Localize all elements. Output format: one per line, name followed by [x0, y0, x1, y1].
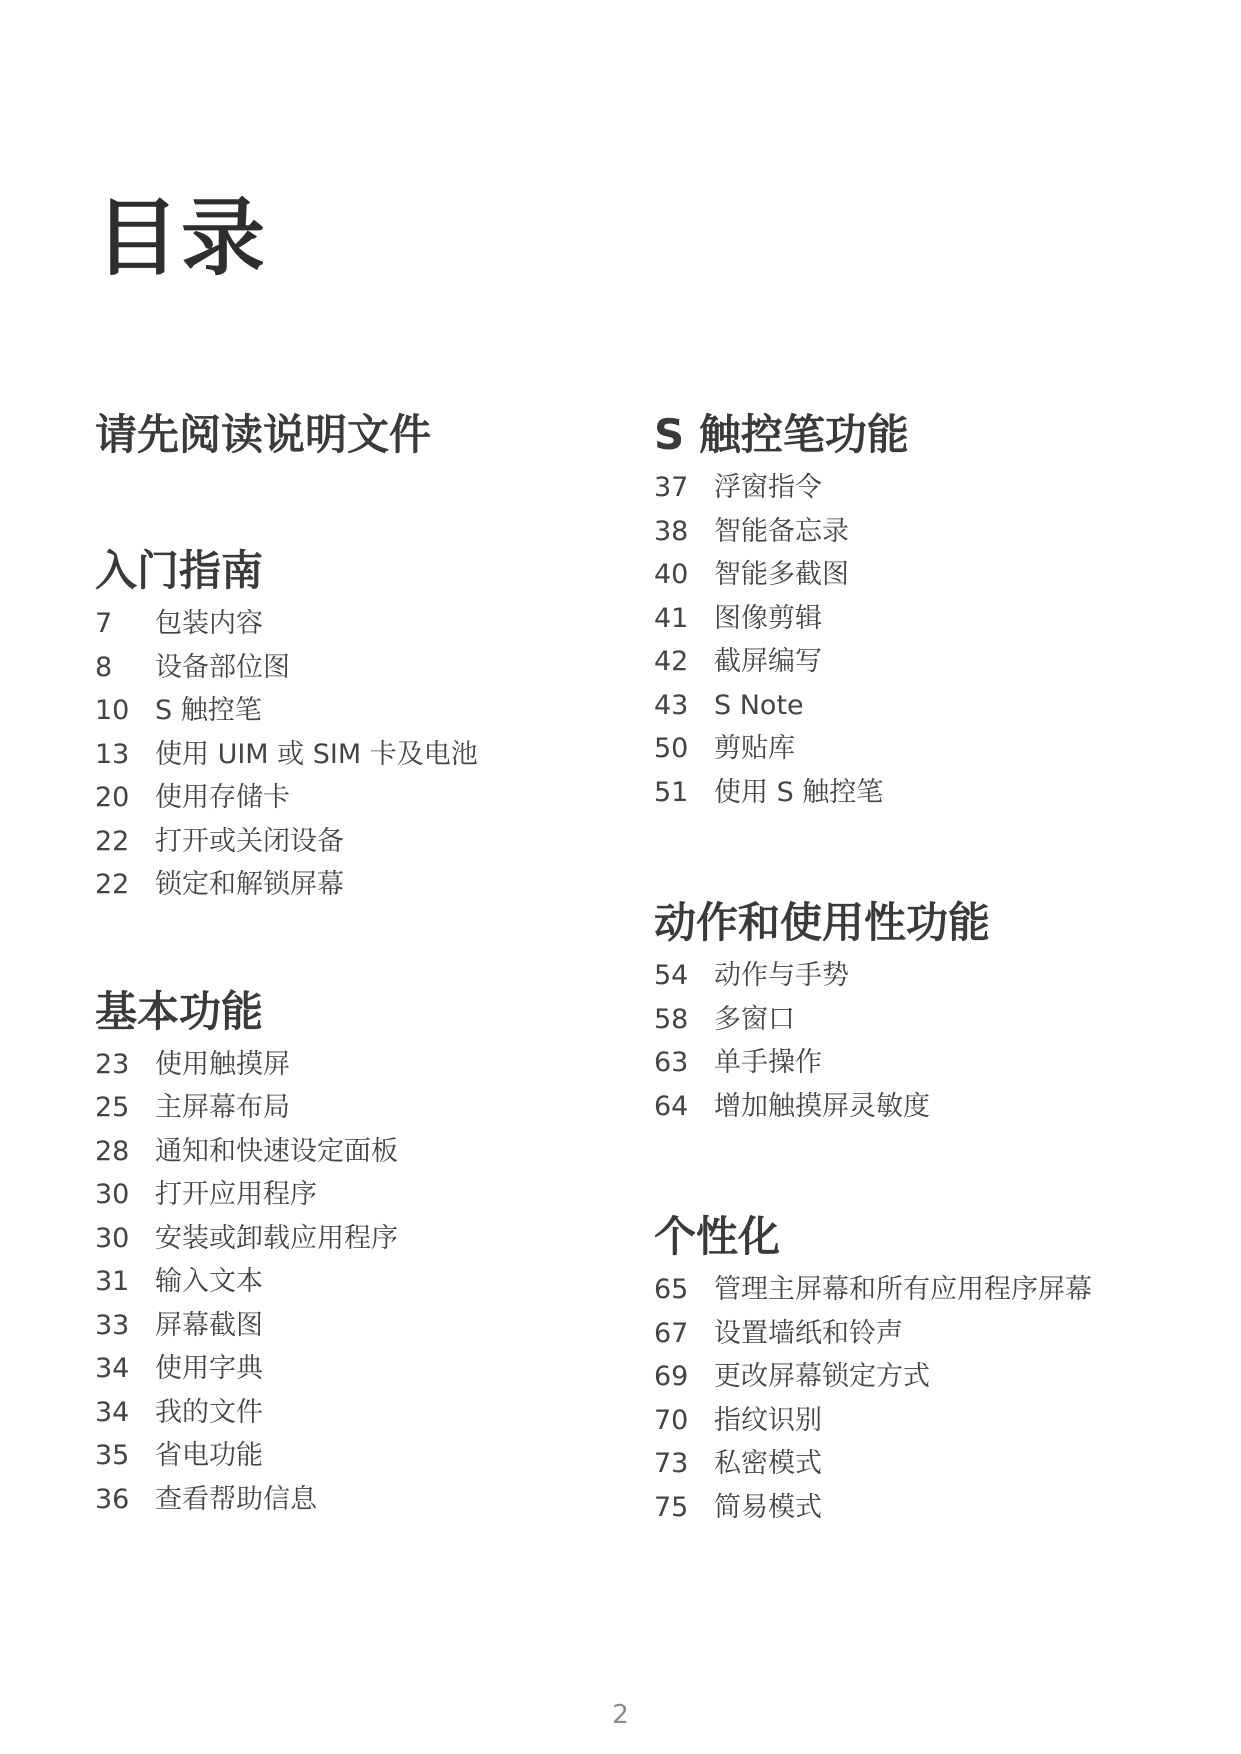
entry-label: 管理主屏幕和所有应用程序屏幕	[714, 1274, 1092, 1305]
entry-page-number: 23	[95, 1048, 130, 1080]
toc-entry[interactable]	[95, 1304, 615, 1348]
toc-entry[interactable]	[654, 1312, 1174, 1356]
entry-label: 使用字典	[155, 1353, 263, 1384]
entry-page-number: 67	[654, 1317, 689, 1349]
entry-label: 私密模式	[714, 1448, 822, 1479]
entry-label: 屏幕截图	[155, 1309, 263, 1341]
toc-entry[interactable]	[654, 998, 1174, 1042]
toc-entry[interactable]	[654, 771, 1174, 815]
toc-entry[interactable]	[95, 1043, 615, 1087]
entry-page-number: 50	[654, 733, 689, 764]
entry-page-number: 42	[654, 646, 689, 677]
toc-section	[95, 540, 615, 907]
entry-label: 动作与手势	[714, 960, 849, 991]
toc-entry-list	[95, 602, 615, 907]
toc-entry[interactable]	[95, 733, 615, 777]
entry-label: 使用触摸屏	[155, 1048, 290, 1080]
entry-page-number: 69	[654, 1361, 689, 1392]
entry-label: 查看帮助信息	[155, 1483, 317, 1515]
toc-entry[interactable]	[654, 954, 1174, 998]
entry-page-number: 33	[95, 1309, 130, 1341]
entry-label: 使用 UIM 或 SIM 卡及电池	[155, 738, 478, 770]
toc-entry[interactable]	[95, 1130, 615, 1174]
entry-page-number: 34	[95, 1396, 130, 1428]
entry-label: 智能备忘录	[714, 515, 849, 547]
section-title[interactable]: 入门指南	[95, 546, 264, 595]
entry-label: 使用存储卡	[155, 782, 290, 813]
entry-page-number: 36	[95, 1483, 130, 1515]
entry-label: 更改屏幕锁定方式	[714, 1361, 930, 1392]
toc-entry[interactable]	[654, 1399, 1174, 1443]
entry-page-number: 8	[95, 651, 113, 683]
toc-entry[interactable]	[654, 1442, 1174, 1486]
entry-label: 打开或关闭设备	[155, 825, 344, 857]
section-title[interactable]: 请先阅读说明文件	[95, 410, 432, 459]
entry-label: 智能多截图	[714, 559, 849, 590]
entry-page-number: 13	[95, 738, 130, 770]
entry-label: 安装或卸载应用程序	[155, 1222, 398, 1254]
toc-entry-list	[654, 954, 1174, 1128]
toc-entry-list	[95, 1043, 615, 1522]
toc-left-column	[95, 404, 615, 1521]
toc-entry[interactable]	[95, 602, 615, 646]
toc-entry[interactable]	[95, 1434, 615, 1478]
entry-page-number: 64	[654, 1090, 689, 1122]
entry-label: 通知和快速设定面板	[155, 1135, 398, 1167]
entry-page-number: 20	[95, 782, 130, 813]
toc-entry[interactable]	[654, 1268, 1174, 1312]
entry-label: 锁定和解锁屏幕	[155, 869, 344, 900]
toc-entry[interactable]	[654, 1355, 1174, 1399]
toc-section	[654, 892, 1174, 1128]
section-title[interactable]: 个性化	[654, 1212, 781, 1261]
entry-label: S 触控笔	[155, 695, 262, 726]
entry-page-number: 63	[654, 1047, 689, 1078]
entry-label: 截屏编写	[714, 646, 822, 677]
toc-entry-list	[654, 466, 1174, 814]
entry-page-number: 30	[95, 1179, 130, 1210]
page-title: 目录	[95, 189, 268, 288]
section-title[interactable]: 基本功能	[95, 986, 264, 1036]
toc-entry[interactable]	[654, 597, 1174, 641]
entry-page-number: 73	[654, 1448, 689, 1479]
toc-entry[interactable]	[95, 1217, 615, 1261]
entry-page-number: 34	[95, 1353, 130, 1384]
entry-page-number: 51	[654, 776, 689, 808]
section-title[interactable]: S 触控笔功能	[654, 410, 909, 459]
toc-section	[654, 1206, 1174, 1529]
toc-entry[interactable]	[95, 1347, 615, 1391]
entry-page-number: 70	[654, 1404, 689, 1436]
toc-section	[95, 404, 615, 466]
toc-entry[interactable]	[654, 1085, 1174, 1129]
toc-entry[interactable]	[95, 646, 615, 690]
toc-entry[interactable]	[95, 863, 615, 907]
entry-label: 省电功能	[155, 1440, 263, 1471]
toc-section	[95, 981, 615, 1522]
entry-page-number: 35	[95, 1440, 130, 1471]
entry-page-number: 31	[95, 1266, 130, 1297]
entry-label: 剪贴库	[714, 733, 795, 764]
toc-entry[interactable]	[654, 1486, 1174, 1530]
toc-entry[interactable]	[654, 640, 1174, 684]
entry-label: S Note	[714, 689, 804, 721]
entry-page-number: 38	[654, 515, 689, 547]
toc-section	[654, 404, 1174, 814]
entry-page-number: 54	[654, 960, 689, 991]
entry-page-number: 25	[95, 1092, 130, 1123]
entry-label: 使用 S 触控笔	[714, 776, 884, 808]
entry-label: 浮窗指令	[714, 472, 822, 503]
entry-page-number: 22	[95, 825, 130, 857]
toc-entry[interactable]	[95, 1260, 615, 1304]
entry-page-number: 7	[95, 608, 113, 639]
toc-entry-list	[654, 1268, 1174, 1529]
entry-page-number: 43	[654, 689, 689, 721]
entry-label: 打开应用程序	[155, 1179, 317, 1210]
toc-entry[interactable]	[95, 776, 615, 820]
toc-right-column	[654, 404, 1174, 1529]
entry-label: 图像剪辑	[714, 602, 822, 634]
entry-page-number: 22	[95, 869, 130, 900]
toc-entry[interactable]	[95, 1478, 615, 1522]
entry-page-number: 37	[654, 472, 689, 503]
entry-label: 主屏幕布局	[155, 1092, 290, 1123]
entry-page-number: 41	[654, 602, 689, 634]
entry-label: 简易模式	[714, 1491, 822, 1523]
entry-label: 单手操作	[714, 1047, 822, 1078]
toc-entry[interactable]	[654, 553, 1174, 597]
toc-entry[interactable]	[95, 1173, 615, 1217]
entry-label: 输入文本	[155, 1266, 263, 1297]
entry-label: 增加触摸屏灵敏度	[714, 1090, 930, 1122]
toc-entry[interactable]	[654, 1041, 1174, 1085]
toc-entry[interactable]	[654, 684, 1174, 728]
toc-entry[interactable]	[654, 466, 1174, 510]
entry-label: 设备部位图	[155, 651, 290, 683]
entry-label: 指纹识别	[714, 1404, 822, 1436]
entry-page-number: 58	[654, 1003, 689, 1035]
entry-page-number: 10	[95, 695, 130, 726]
entry-page-number: 40	[654, 559, 689, 590]
entry-label: 我的文件	[155, 1396, 263, 1428]
page-number: 2	[612, 1700, 629, 1730]
entry-page-number: 65	[654, 1274, 689, 1305]
entry-label: 包装内容	[155, 608, 263, 639]
entry-page-number: 30	[95, 1222, 130, 1254]
toc-entry[interactable]	[95, 820, 615, 864]
entry-label: 设置墙纸和铃声	[714, 1317, 903, 1349]
section-title[interactable]: 动作和使用性功能	[654, 898, 991, 947]
entry-page-number: 75	[654, 1491, 689, 1523]
toc-entry[interactable]	[95, 1391, 615, 1435]
toc-entry[interactable]	[95, 1086, 615, 1130]
toc-entry[interactable]	[95, 689, 615, 733]
toc-entry[interactable]	[654, 510, 1174, 554]
toc-entry[interactable]	[654, 727, 1174, 771]
entry-page-number: 28	[95, 1135, 130, 1167]
entry-label: 多窗口	[714, 1003, 795, 1035]
